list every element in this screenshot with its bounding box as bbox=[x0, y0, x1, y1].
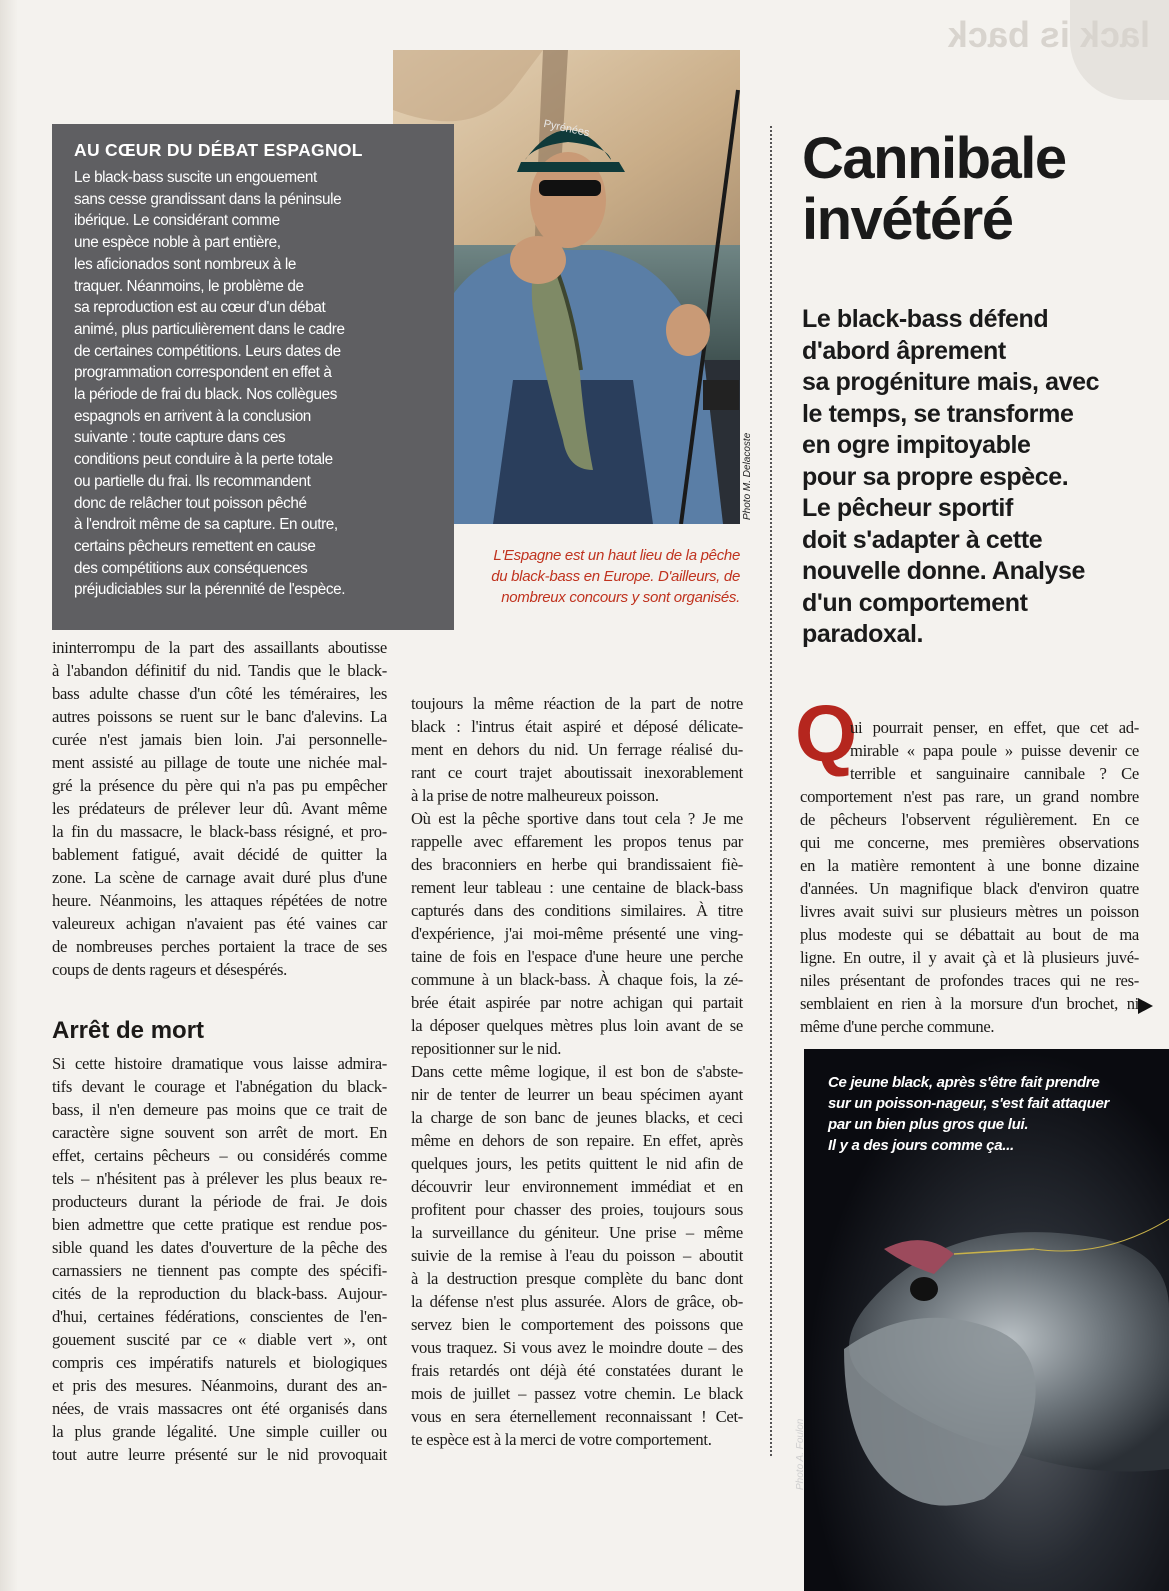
deck-line: d'abord âprement bbox=[802, 336, 1006, 365]
body-line: carnassiers ne tiennent pas compte des spécifi- bbox=[52, 1261, 387, 1280]
sidebar-line: traquer. Néanmoins, le problème de bbox=[74, 277, 304, 295]
sidebar-line: conditions peut conduire à la perte totale bbox=[74, 451, 333, 469]
body-line: producteurs durant la période de frai. Je dois bbox=[52, 1192, 387, 1211]
body-line: black : l'intrus était aspiré et déposé délicate- bbox=[411, 717, 743, 736]
deck-line: doit s'adapter à cette bbox=[802, 525, 1043, 554]
body-line: profitent pour chasser des proies, toujours sous bbox=[411, 1200, 743, 1219]
body-line: ment assisté au pillage de toute une nichée mal- bbox=[52, 753, 387, 772]
body-line: cités de la reproduction du black-bass. Aujour- bbox=[52, 1284, 387, 1303]
body-line: plus modeste qui se débattait au bout de ma bbox=[800, 925, 1139, 944]
deck-line: en ogre impitoyable bbox=[802, 431, 1031, 459]
body-line: Dans cette même logique, il est bon de s'abste- bbox=[411, 1062, 743, 1081]
body-line: te espèce est à la merci de votre comportement. bbox=[411, 1430, 712, 1449]
deck-line: sa progéniture mais, avec bbox=[802, 368, 1100, 396]
body-line: comportement n'est pas rare, un grand nombre bbox=[800, 787, 1139, 806]
body-line: frais retardés ont déjà été constatées durant le bbox=[411, 1361, 743, 1380]
body-line: curée n'est jamais bien loin. J'ai personnelle- bbox=[52, 730, 387, 749]
body-line: coups de dents rageurs et désespérés. bbox=[52, 960, 287, 979]
body-line: bablement fatigué, avait décidé de quitter la bbox=[52, 845, 387, 864]
deck-line: Le pêcheur sportif bbox=[802, 494, 1013, 522]
caption-line: par un bien plus gros que lui. bbox=[828, 1116, 1029, 1133]
body-column-3 bbox=[800, 716, 1139, 1038]
body-line: quelques jours, les petits quittent le nid afin de bbox=[411, 1154, 743, 1173]
deck-line: Le black-bass défend bbox=[802, 305, 1049, 333]
body-line: la déposer quelques mètres plus loin avant de se bbox=[411, 1016, 743, 1035]
body-line: caractère signe souvent son arrêt de mort. En bbox=[52, 1123, 387, 1142]
body-line: rappelle avec effarement les propos tenus par bbox=[411, 832, 743, 851]
sidebar-line: préjudiciables sur la pérennité de l'espèce. bbox=[74, 581, 346, 599]
sidebar-line: certains pêcheurs remettent en cause bbox=[74, 537, 316, 555]
photo1-caption bbox=[470, 545, 740, 608]
body-line: autres poissons se ruent sur le banc d'alevins. La bbox=[52, 707, 387, 726]
sidebar-line: ou partielle du frai. Ils recommandent bbox=[74, 472, 311, 490]
body-line: servez bien le comportement des poissons que bbox=[411, 1315, 743, 1334]
body-line: ment en dehors du nid. Un ferrage réalisé du- bbox=[411, 740, 743, 759]
body-line: valeureux achigan n'avaient pas été vaines car bbox=[52, 914, 387, 933]
body-line: suivie de la remise à l'eau du poisson – aboutit bbox=[411, 1246, 743, 1265]
caption-line: du black-bass en Europe. D'ailleurs, de bbox=[491, 568, 740, 585]
body-line: la surveillance du géniteur. Une prise – même bbox=[411, 1223, 743, 1242]
body-line: heure. Néanmoins, les attaques répétées de notre bbox=[52, 891, 387, 910]
body-line: nir de tenter de leurrer un beau spécimen ayant bbox=[411, 1085, 743, 1104]
body-line: vous traquez. Si vous avez le moindre doute – des bbox=[411, 1338, 743, 1357]
body-line: ininterrompu de la part des assaillants aboutisse bbox=[52, 638, 387, 657]
body-line: commune à un black-bass. À chaque fois, la zé- bbox=[411, 970, 743, 989]
photo2-credit: Photo A. Foulon bbox=[795, 1418, 806, 1490]
body-line: découvrir leur environnement immédiat et en bbox=[411, 1177, 743, 1196]
body-column-1-continued bbox=[52, 1052, 387, 1466]
sidebar-line: programmation correspondent en effet à bbox=[74, 364, 332, 382]
section-heading: Arrêt de mort bbox=[52, 1017, 205, 1044]
body-line: même en dehors de son repaire. En effet, après bbox=[411, 1131, 743, 1150]
body-column-2 bbox=[411, 692, 743, 1451]
body-line: mirable « papa poule » puisse devenir ce bbox=[850, 741, 1139, 760]
sidebar-line: ibérique. Le considérant comme bbox=[74, 212, 280, 230]
sidebar-line: espagnols en arrivent à la conclusion bbox=[74, 407, 311, 425]
caption-line: sur un poisson-nageur, s'est fait attaquer bbox=[828, 1095, 1110, 1112]
body-line: ligne. En outre, il y avait çà et là plusieurs juvé- bbox=[800, 948, 1139, 967]
sidebar-line: sa reproduction est au cœur d'un débat bbox=[74, 299, 326, 317]
body-line: taine de fois en l'espace d'une heure une perche bbox=[411, 947, 743, 966]
body-line: terrible et sanguinaire cannibale ? Ce bbox=[850, 764, 1139, 783]
sidebar-text bbox=[74, 167, 434, 601]
body-line: mois de juillet – passez votre chemin. Le black bbox=[411, 1384, 743, 1403]
body-column-1 bbox=[52, 636, 387, 981]
body-line: tels – n'hésitent pas à prélever les plus beaux re- bbox=[52, 1169, 387, 1188]
body-line: vous en sera éternellement reconnaissant ! Cet- bbox=[411, 1407, 743, 1426]
body-line: à l'abandon définitif du nid. Tandis que le black- bbox=[52, 661, 387, 680]
sidebar-line: suivante : toute capture dans ces bbox=[74, 429, 286, 447]
body-line: même d'une perche commune. bbox=[800, 1017, 995, 1036]
body-line: toujours la même réaction de la part de notre bbox=[411, 694, 743, 713]
body-line: les prédateurs de prélever leur dû. Avant même bbox=[52, 799, 387, 818]
body-line: à la prise de notre malheureux poisson. bbox=[411, 786, 659, 805]
body-line: tout autre leurre présenté sur le nid provoquait bbox=[52, 1445, 387, 1464]
body-line: et pris des mesures. Néanmoins, durant des an- bbox=[52, 1376, 387, 1395]
body-line: niles présentant de profondes traces qui ne res- bbox=[800, 971, 1139, 990]
body-line: semblaient en rien à la morsure d'un brochet, ni bbox=[800, 994, 1139, 1013]
deck-line: paradoxal. bbox=[802, 620, 924, 648]
body-line: la charge de son banc de jeunes blacks, et ceci bbox=[411, 1108, 743, 1127]
body-line: à la destruction presque complète du banc dont bbox=[411, 1269, 743, 1288]
body-line: bien admettre que cette pratique est rendue pos- bbox=[52, 1215, 387, 1234]
photo2-caption bbox=[828, 1072, 1109, 1156]
continue-arrow-icon bbox=[1138, 998, 1153, 1014]
body-line: bass, il n'en demeure pas moins que ce trait de bbox=[52, 1100, 387, 1119]
body-line: la fin du massacre, le black-bass résigné, et pro- bbox=[52, 822, 387, 841]
body-line: en la matière remontent à une bonne dizaine bbox=[800, 856, 1139, 875]
body-line: gré la présence du père qui n'a pas pu empêcher bbox=[52, 776, 387, 795]
body-line: la plus grande légalité. Une simple cuiller ou bbox=[52, 1422, 387, 1441]
body-line: nées, de vrais massacres ont été organisés dans bbox=[52, 1399, 387, 1418]
body-line: livres avait suivi sur plusieurs mètres un poisson bbox=[800, 902, 1139, 921]
sidebar-line: les aficionados sont nombreux à le bbox=[74, 255, 296, 273]
sidebar-line: des compétitions aux conséquences bbox=[74, 559, 308, 577]
deck-line: pour sa propre espèce. bbox=[802, 462, 1069, 491]
drop-cap: Q bbox=[795, 689, 858, 778]
body-line: d'hui, certaines fédérations, conscientes de l'en- bbox=[52, 1307, 387, 1326]
body-line: de nombreuses perches portaient la trace de ses bbox=[52, 937, 387, 956]
body-line: d'expérience, j'ai moi-même présenté une ving- bbox=[411, 924, 743, 943]
sidebar-line: une espèce noble à part entière, bbox=[74, 234, 281, 252]
deck-line: nouvelle donne. Analyse bbox=[802, 557, 1085, 585]
headline-line: Cannibale bbox=[802, 126, 1066, 191]
body-line: effet, certains pêcheurs – ou considérés comme bbox=[52, 1146, 387, 1165]
deck-line: le temps, se transforme bbox=[802, 399, 1074, 428]
body-line: Si cette histoire dramatique vous laisse admira- bbox=[52, 1054, 387, 1073]
article-deck bbox=[802, 304, 1152, 651]
body-line: compris ces impératifs naturels et biologiques bbox=[52, 1353, 387, 1372]
caption-line: nombreux concours y sont organisés. bbox=[501, 589, 740, 606]
body-line: tifs devant le courage et l'abnégation du black- bbox=[52, 1077, 387, 1096]
deck-line: d'un comportement bbox=[802, 588, 1028, 617]
headline-line: invétéré bbox=[802, 187, 1013, 252]
body-line: des braconniers en herbe qui brandissaient fiè- bbox=[411, 855, 743, 874]
cap-text: Pyrénées bbox=[542, 117, 591, 140]
body-line: repositionner sur le nid. bbox=[411, 1039, 562, 1058]
header-ghost-text: lack is back bbox=[947, 14, 1150, 55]
body-line: gouement suscité par ce « diable vert », ont bbox=[52, 1330, 387, 1349]
sidebar-line: animé, plus particulièrement dans le cadre bbox=[74, 320, 345, 338]
sidebar-line: la période de frai du black. Nos collègues bbox=[74, 386, 337, 404]
body-line: sible quand les dates d'ouverture de la pêche des bbox=[52, 1238, 387, 1257]
sidebar-line: de certaines compétitions. Leurs dates de bbox=[74, 342, 341, 360]
sidebar-line: sans cesse grandissant dans la péninsule bbox=[74, 190, 342, 208]
body-line: rant ce court trajet aboutissait inexorablement bbox=[411, 763, 743, 782]
photo1-credit: Photo M. Delacoste bbox=[742, 432, 753, 520]
body-line: la défense n'est plus assurée. Alors de grâce, ob- bbox=[411, 1292, 743, 1311]
sidebar-title: AU CŒUR DU DÉBAT ESPAGNOL bbox=[74, 140, 363, 160]
body-line: ui pourrait penser, en effet, que cet ad- bbox=[850, 718, 1139, 737]
body-line: qui me concerne, mes premières observations bbox=[800, 833, 1139, 852]
body-line: d'années. Un magnifique black d'environ quatre bbox=[800, 879, 1139, 898]
body-line: capturés dans des conditions similaires. À titre bbox=[411, 901, 743, 920]
body-line: de pêcheurs l'observent régulièrement. En ce bbox=[800, 810, 1139, 829]
page-edge bbox=[0, 0, 18, 1591]
sidebar-line: à l'endroit même de sa capture. En outre, bbox=[74, 516, 338, 534]
sidebar-box bbox=[52, 124, 454, 630]
body-line: rement leur tableau : une centaine de black-bass bbox=[411, 878, 743, 897]
article-headline bbox=[802, 128, 1066, 250]
caption-line: L'Espagne est un haut lieu de la pêche bbox=[493, 547, 740, 564]
body-line: bass adulte chasse d'un côté les téméraires, les bbox=[52, 684, 387, 703]
sidebar-line: donc de relâcher tout poisson pêché bbox=[74, 494, 307, 512]
sidebar-line: Le black-bass suscite un engouement bbox=[74, 169, 317, 186]
body-line: brée était aspirée par notre achigan qui partait bbox=[411, 993, 743, 1012]
column-divider bbox=[770, 126, 772, 1456]
body-line: zone. La scène de carnage avait duré plus d'une bbox=[52, 868, 387, 887]
caption-line: Ce jeune black, après s'être fait prendre bbox=[828, 1074, 1100, 1091]
body-line: Où est la pêche sportive dans tout cela ? Je me bbox=[411, 809, 743, 828]
caption-line: Il y a des jours comme ça... bbox=[828, 1137, 1014, 1154]
